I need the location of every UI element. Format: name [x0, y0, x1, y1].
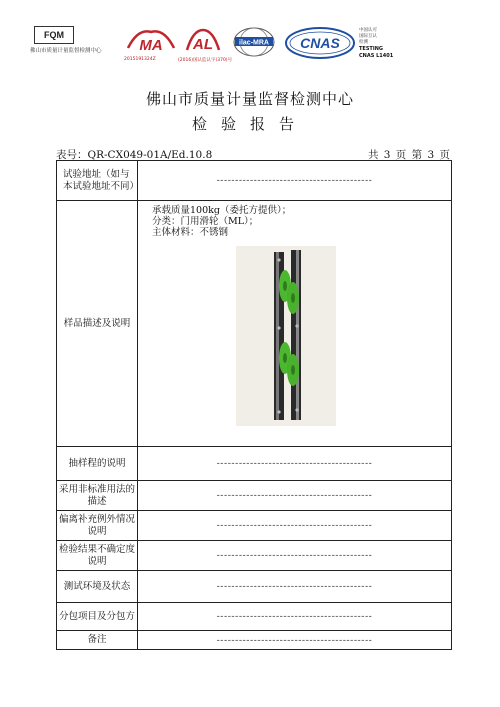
label-remarks: 备注 — [57, 631, 138, 650]
cnas-logo — [284, 26, 356, 60]
label-deviation: 偏离补充例外情况说明 — [57, 511, 138, 541]
cal-logo — [183, 26, 223, 54]
label-uncertainty: 检验结果不确定度说明 — [57, 541, 138, 571]
form-number: 表号：QR-CX049-01A/Ed.10.8 — [56, 149, 213, 161]
value-deviation: ------------------------------------------ — [138, 511, 452, 541]
label-test-address: 试验地址（如与本试验地址不同） — [57, 161, 138, 201]
svg-text:AL: AL — [193, 36, 213, 53]
row-deviation — [57, 511, 452, 541]
cal-caption: (2016)国认监认字(370)号 — [178, 58, 233, 63]
row-environment — [57, 571, 452, 603]
sample-line-load: 承载质量100kg（委托方提供）； — [152, 205, 292, 216]
value-remarks: ------------------------------------------ — [138, 631, 452, 650]
svg-text:MA: MA — [139, 37, 163, 54]
svg-text:ilac-MRA: ilac-MRA — [239, 39, 269, 47]
value-sampling: ------------------------------------------ — [138, 447, 452, 481]
label-nonstandard: 采用非标准用法的描述 — [57, 481, 138, 511]
cma-logo — [124, 26, 178, 54]
value-sample — [138, 201, 452, 447]
fqm-logo-caption: 佛山市质量计量监督检测中心 — [30, 48, 102, 54]
organization-title: 佛山市质量计量监督检测中心 — [145, 90, 354, 108]
row-uncertainty — [57, 541, 452, 571]
row-sampling — [57, 447, 452, 481]
label-subcontract: 分包项目及分包方 — [57, 603, 138, 631]
sample-line-class: 分类：门用滑轮（ML）； — [152, 216, 259, 227]
value-uncertainty: ------------------------------------------ — [138, 541, 452, 571]
row-test-address — [57, 161, 452, 201]
row-subcontract — [57, 603, 452, 631]
row-nonstandard — [57, 481, 452, 511]
page-indicator: 共 3 页 第 3 页 — [367, 149, 450, 161]
value-subcontract: ------------------------------------------ — [138, 603, 452, 631]
ilac-mra-logo — [232, 25, 276, 59]
label-environment: 测试环境及状态 — [57, 571, 138, 603]
value-nonstandard: ------------------------------------------ — [138, 481, 452, 511]
value-environment: ------------------------------------------ — [138, 571, 452, 603]
sample-photo — [236, 246, 336, 426]
cma-code: 2015191324Z — [124, 57, 156, 62]
svg-text:CNAS: CNAS — [300, 35, 340, 51]
report-title: 检验报告 — [191, 115, 308, 133]
label-sampling: 抽样程的说明 — [57, 447, 138, 481]
cnas-side-text: 中国认可 国际互认 检测 TESTING CNAS L1401 — [359, 28, 394, 59]
sample-line-material: 主体材料：不锈钢 — [152, 227, 229, 238]
label-sample: 样品描述及说明 — [57, 201, 138, 447]
report-table — [56, 160, 452, 650]
fqm-logo: FQM — [34, 26, 74, 44]
row-sample — [57, 201, 452, 447]
row-remarks — [57, 631, 452, 650]
value-test-address: ------------------------------------------ — [138, 161, 452, 201]
